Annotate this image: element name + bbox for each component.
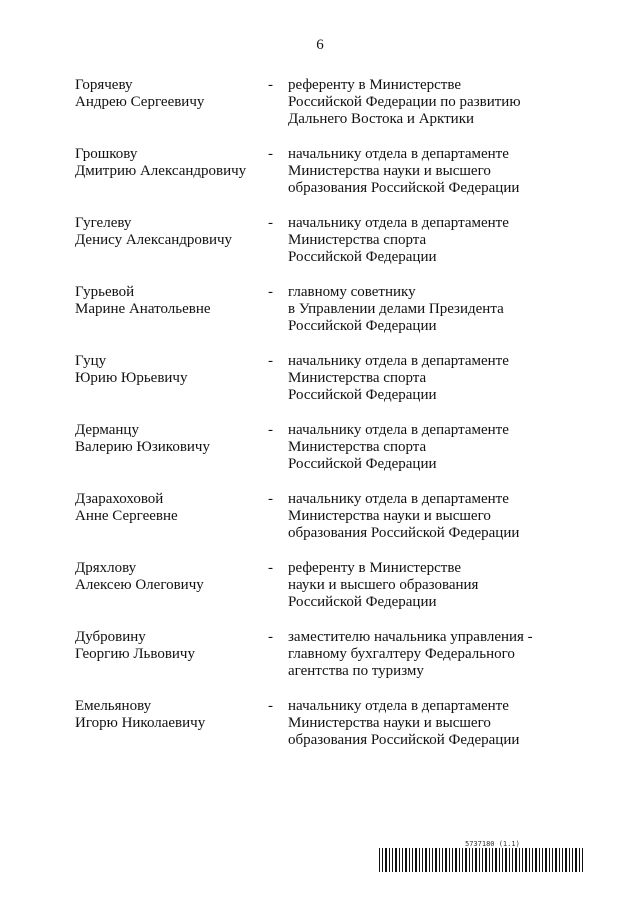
barcode-bar [399,848,400,872]
person-name [75,491,260,525]
barcode-bar [575,848,577,872]
barcode-bar [582,848,583,872]
person-name [75,629,260,663]
barcode-bar [379,848,380,872]
position-title [288,491,588,542]
barcode-bar [565,848,567,872]
barcode-bar [539,848,540,872]
barcode-bar [479,848,480,872]
page-number: 6 [316,37,324,53]
position-title [288,422,588,473]
position-line: заместителю начальника управления - [288,629,533,645]
position-title [288,698,588,749]
barcode-bar [442,848,443,872]
position-line: главному бухгалтеру Федерального [288,646,515,662]
person-name-line: Гурьевой [75,284,135,300]
person-name [75,215,260,249]
person-name-line: Гугелеву [75,215,132,231]
barcode-bar [502,848,503,872]
barcode-bar [472,848,473,872]
position-line: в Управлении делами Президента [288,301,504,317]
person-name-line: Дубровину [75,629,146,645]
barcode-bar [515,848,517,872]
barcode-bar [475,848,477,872]
barcode-bar [452,848,453,872]
position-line: Министерства науки и высшего [288,508,491,524]
position-line: Российской Федерации по развитию [288,94,521,110]
barcode-bar [485,848,487,872]
separator-dash: - [268,698,273,714]
barcode-bar [489,848,490,872]
person-name [75,698,260,732]
position-line: начальнику отдела в департаменте [288,491,509,507]
position-line: Министерства спорта [288,232,427,248]
barcode-bar [469,848,470,872]
position-line: образования Российской Федерации [288,180,520,196]
barcode-bar [445,848,447,872]
person-name-line: Андрею Сергеевичу [75,94,205,110]
barcode-bar [415,848,417,872]
barcode-bar [542,848,543,872]
position-title [288,560,588,611]
person-name-line: Валерию Юзиковичу [75,439,210,455]
person-name-line: Юрию Юрьевичу [75,370,188,386]
position-line: главному советнику [288,284,416,300]
barcode-bar [449,848,450,872]
barcode-bar [459,848,460,872]
position-line: начальнику отдела в департаменте [288,698,509,714]
barcode-bar [412,848,413,872]
person-name-line: Емельянову [75,698,152,714]
barcode-bar [455,848,457,872]
position-line: науки и высшего образования [288,577,479,593]
person-name-line: Алексею Олеговичу [75,577,204,593]
position-line: Российской Федерации [288,387,437,403]
position-line: образования Российской Федерации [288,525,520,541]
position-line: начальнику отдела в департаменте [288,422,509,438]
person-name-line: Георгию Львовичу [75,646,195,662]
position-line: Дальнего Востока и Арктики [288,111,475,127]
barcode-bar [509,848,510,872]
person-name-line: Игорю Николаевичу [75,715,206,731]
barcode-bar [492,848,493,872]
barcode-bar [525,848,527,872]
position-title [288,629,588,680]
person-name-line: Дзарахоховой [75,491,164,507]
barcode-bar [512,848,513,872]
position-line: референту в Министерстве [288,560,461,576]
barcode [379,848,585,872]
separator-dash: - [268,146,273,162]
position-line: Министерства науки и высшего [288,163,491,179]
person-name-line: Дмитрию Александровичу [75,163,247,179]
position-line: начальнику отдела в департаменте [288,146,509,162]
barcode-block [379,840,585,872]
barcode-bar [572,848,573,872]
barcode-bar [559,848,560,872]
barcode-bar [505,848,507,872]
position-line: Министерства науки и высшего [288,715,491,731]
barcode-bar [535,848,537,872]
barcode-bar [495,848,497,872]
barcode-bar [562,848,563,872]
barcode-bar [385,848,387,872]
barcode-bar [552,848,553,872]
barcode-bar [402,848,403,872]
separator-dash: - [268,560,273,576]
position-line: начальнику отдела в департаменте [288,215,509,231]
person-name [75,560,260,594]
position-line: Российской Федерации [288,594,437,610]
barcode-bar [429,848,430,872]
barcode-bar [519,848,520,872]
position-title [288,215,588,266]
barcode-bar [549,848,550,872]
barcode-bar [579,848,580,872]
separator-dash: - [268,491,273,507]
separator-dash: - [268,284,273,300]
separator-dash: - [268,422,273,438]
barcode-bar [405,848,407,872]
barcode-bar [465,848,467,872]
separator-dash: - [268,629,273,645]
person-name-line: Дерманцу [75,422,139,438]
person-name-line: Дряхлову [75,560,137,576]
barcode-bar [422,848,423,872]
barcode-bar [389,848,390,872]
person-name-line: Марине Анатольевне [75,301,211,317]
person-name-line: Денису Александровичу [75,232,233,248]
position-title [288,77,588,128]
barcode-bar [529,848,530,872]
person-name-line: Гуцу [75,353,107,369]
position-title [288,146,588,197]
barcode-bar [569,848,570,872]
position-title [288,284,588,335]
person-name [75,284,260,318]
barcode-bar [522,848,523,872]
barcode-bar [555,848,557,872]
barcode-bar [532,848,533,872]
position-line: Министерства спорта [288,439,427,455]
person-name-line: Анне Сергеевне [75,508,178,524]
person-name [75,422,260,456]
barcode-bar [435,848,437,872]
barcode-bar [392,848,393,872]
separator-dash: - [268,353,273,369]
barcode-number: 5737180 (1.1) [465,840,520,848]
position-line: Министерства спорта [288,370,427,386]
person-name [75,146,260,180]
barcode-bar [409,848,410,872]
person-name-line: Горячеву [75,77,133,93]
position-line: Российской Федерации [288,249,437,265]
position-line: агентства по туризму [288,663,424,679]
person-name [75,77,260,111]
position-line: референту в Министерстве [288,77,461,93]
barcode-bar [432,848,433,872]
barcode-bar [419,848,420,872]
position-line: образования Российской Федерации [288,732,520,748]
barcode-bar [499,848,500,872]
barcode-bar [395,848,397,872]
barcode-bar [425,848,427,872]
position-line: Российской Федерации [288,318,437,334]
position-title [288,353,588,404]
position-line: начальнику отдела в департаменте [288,353,509,369]
separator-dash: - [268,215,273,231]
position-line: Российской Федерации [288,456,437,472]
barcode-bar [482,848,483,872]
barcode-bar [439,848,440,872]
person-name [75,353,260,387]
barcode-bar [545,848,547,872]
barcode-bar [382,848,383,872]
barcode-bar [462,848,463,872]
separator-dash: - [268,77,273,93]
person-name-line: Грошкову [75,146,138,162]
